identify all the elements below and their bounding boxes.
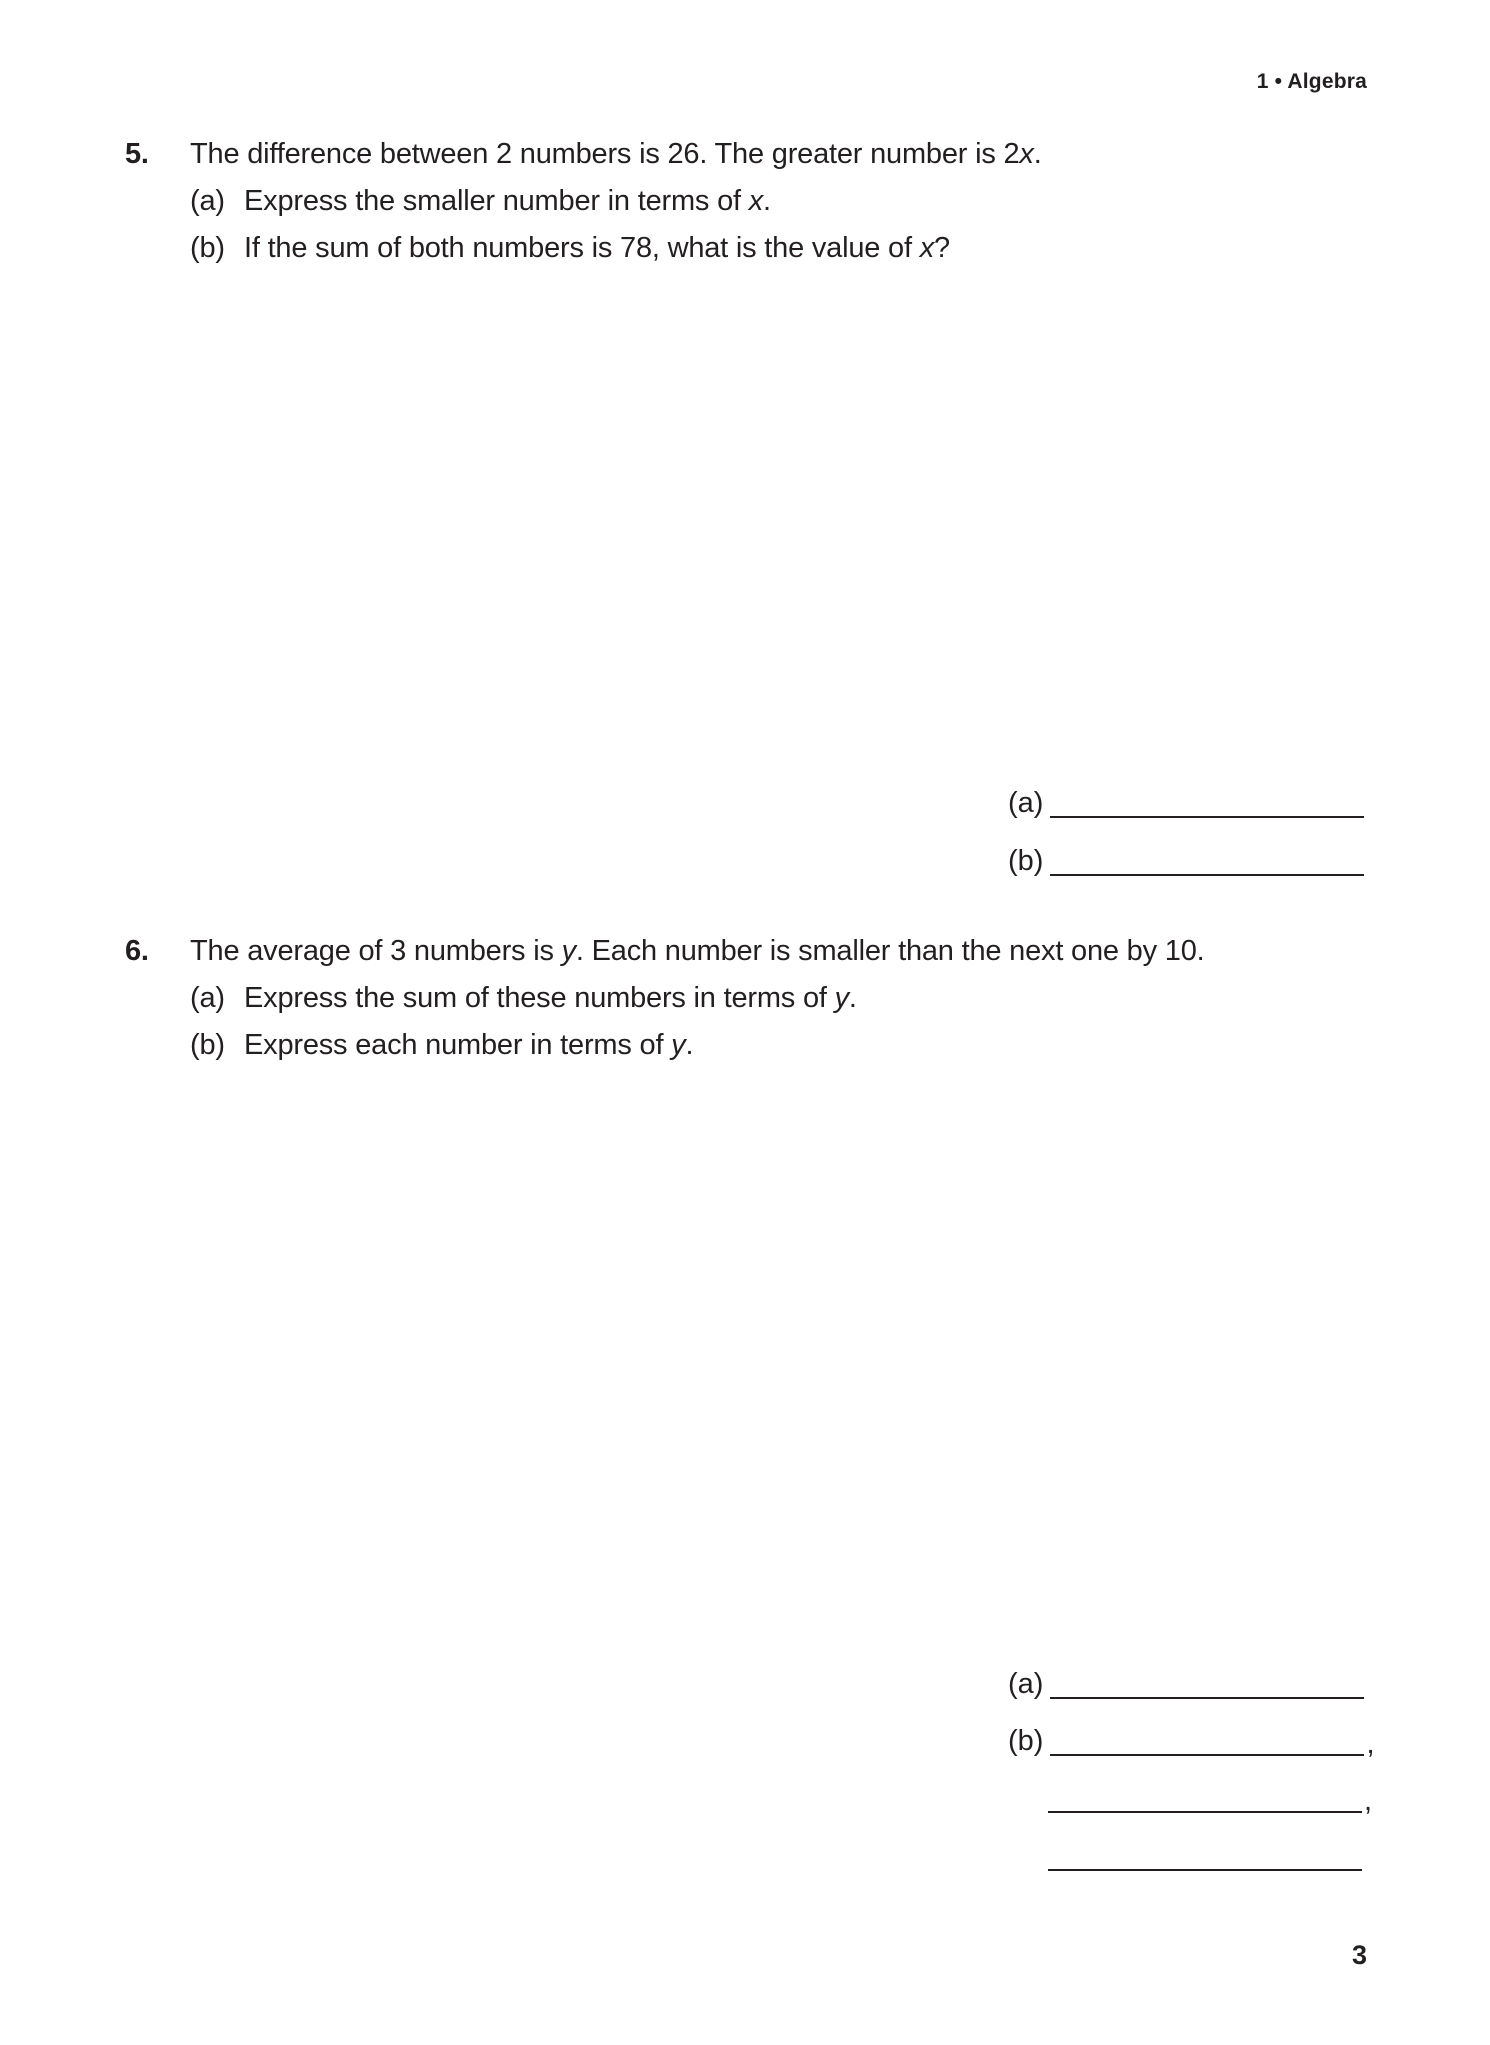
answer-6b-label: (b) [1008,1725,1044,1757]
answer-6b-suffix: , [1366,1728,1375,1760]
answer-row-6b-line-3 [1048,1843,1364,1871]
question-5-stem [190,131,1042,178]
stem-text: The average of 3 numbers is [190,935,562,967]
chapter-header: 1 • Algebra [1256,70,1367,93]
stem-text: The difference between 2 numbers is 26. The greater number is 2 [190,138,1020,170]
answer-blank-line[interactable] [1050,1673,1364,1699]
part-b-label: (b) [190,1029,225,1061]
variable-y: y [561,935,576,967]
answer-6a-label: (a) [1008,1668,1044,1700]
part-b-label: (b) [190,232,225,264]
part-text-pre: If the sum of both numbers is 78, what is the value of [244,232,920,264]
part-a-label: (a) [190,185,225,217]
answer-6c-suffix: , [1364,1785,1373,1817]
answer-row-6b-line-2 [1048,1785,1373,1817]
answer-5a-label: (a) [1008,787,1044,819]
part-b-text [244,1022,693,1069]
part-text-end: ? [934,232,950,264]
part-text-end: . [848,982,857,1014]
part-a-label: (a) [190,982,225,1014]
part-text-pre: Express the smaller number in terms of [244,185,749,217]
stem-text-end: . [1033,138,1042,170]
variable-x: x [748,185,764,217]
variable-x: x [1019,138,1034,170]
question-5-part-a [190,178,1415,225]
question-5-stem-row [125,131,1415,178]
question-6 [125,928,1415,1069]
answer-row-5a [1008,787,1366,819]
variable-y: y [671,1029,686,1061]
answer-5b-label: (b) [1008,845,1044,877]
answer-blank-line[interactable] [1050,792,1364,818]
question-5-part-b [190,225,1415,272]
question-5 [125,131,1415,272]
part-text-pre: Express each number in terms of [244,1029,672,1061]
answer-row-5b [1008,845,1366,877]
answer-blank-line[interactable] [1048,1845,1362,1871]
question-5-number: 5. [125,138,149,170]
question-6-number: 6. [125,935,149,967]
answer-row-6a [1008,1668,1366,1700]
part-a-text [244,975,857,1022]
part-text-end: . [685,1029,694,1061]
stem-text-end: . Each number is smaller than the next one by 10. [575,935,1205,967]
part-b-text [244,225,950,272]
question-6-stem [190,928,1204,975]
answer-blank-line[interactable] [1048,1787,1362,1813]
question-6-part-a [190,975,1415,1022]
question-6-part-b [190,1022,1415,1069]
page-number: 3 [1351,1940,1367,1970]
question-6-stem-row [125,928,1415,975]
answer-blank-line[interactable] [1050,850,1364,876]
variable-y: y [834,982,849,1014]
part-text-pre: Express the sum of these numbers in terms of [244,982,835,1014]
variable-x: x [919,232,935,264]
answer-blank-line[interactable] [1050,1730,1364,1756]
part-a-text [244,178,771,225]
part-text-end: . [763,185,771,217]
answer-row-6b [1008,1725,1375,1760]
